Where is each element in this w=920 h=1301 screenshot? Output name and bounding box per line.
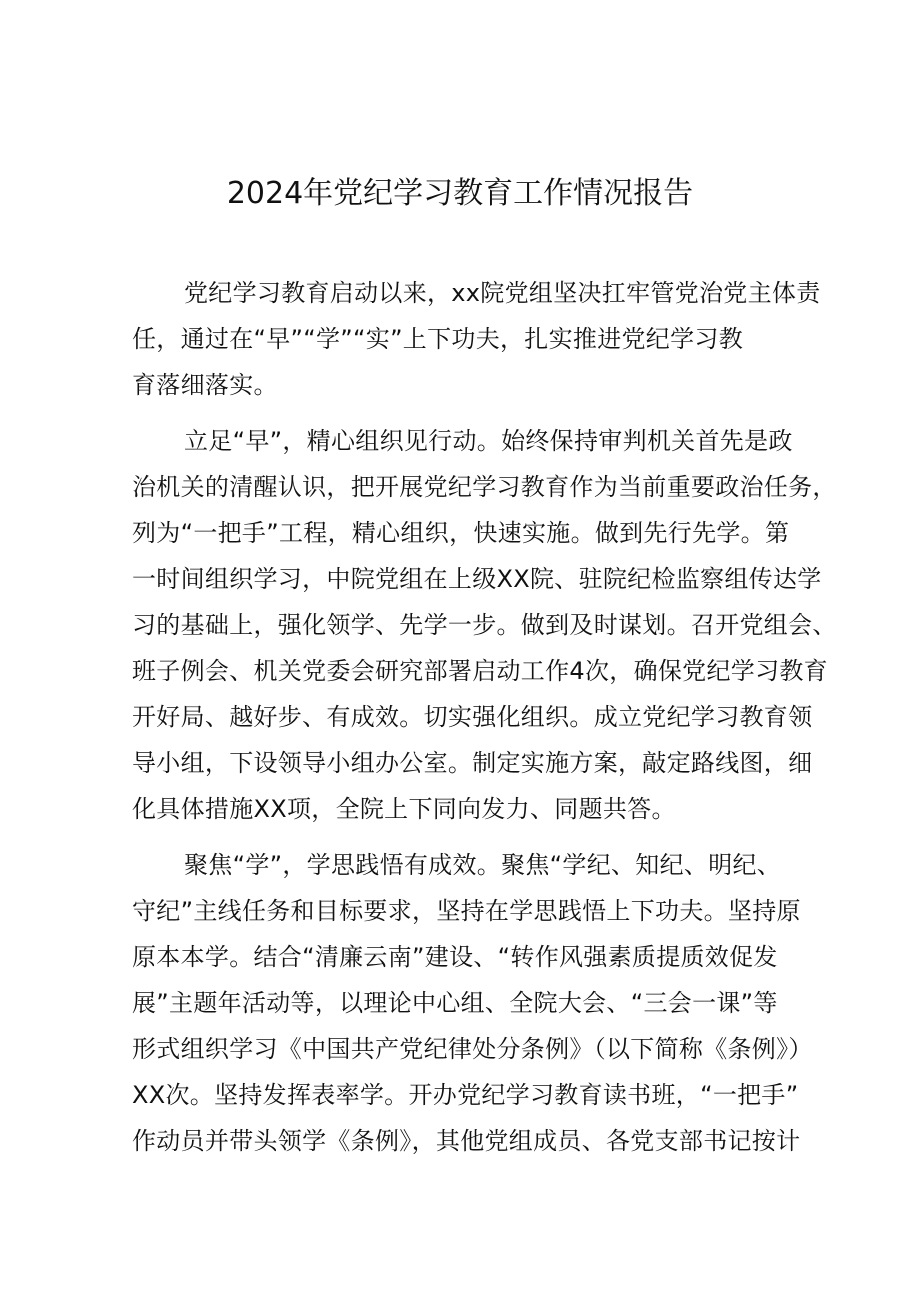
paragraph-early-organization bbox=[132, 418, 837, 832]
paragraph-line: 展”主题年活动等，以理论中心组、全院大会、“三会一课”等 bbox=[132, 989, 778, 1017]
paragraph-line: 聚焦“学”，学思践悟有成效。聚焦“学纪、知纪、明纪、 bbox=[184, 851, 782, 879]
paragraph-line: 育落细落实。 bbox=[132, 371, 278, 399]
paragraph-line: 形式组织学习《中国共产党纪律处分条例》（以下简称《条例》） bbox=[132, 1035, 813, 1063]
paragraph-line: 一时间组织学习，中院党组在上级XX院、驻院纪检监察组传达学 bbox=[132, 565, 822, 593]
paragraph-line: 导小组，下设领导小组办公室。制定实施方案，敲定路线图，细 bbox=[132, 749, 813, 777]
paragraph-line: XX次。坚持发挥表率学。开办党纪学习教育读书班，“一把手” bbox=[132, 1081, 799, 1109]
paragraph-line: 守纪”主线任务和目标要求，坚持在学思践悟上下功夫。坚持原 bbox=[132, 897, 801, 925]
paragraph-line: 任，通过在“早”“学”“实”上下功夫，扎实推进党纪学习教 bbox=[132, 325, 743, 353]
paragraph-line: 化具体措施XX项，全院上下同向发力、同题共答。 bbox=[132, 795, 676, 823]
document-body bbox=[132, 270, 837, 1164]
paragraph-line: 习的基础上，强化领学、先学一步。做到及时谋划。召开党组会、 bbox=[132, 611, 837, 639]
paragraph-line: 原本本学。结合“清廉云南”建设、“转作风强素质提质效促发 bbox=[132, 943, 778, 971]
document-title: 2024年党纪学习教育工作情况报告 bbox=[226, 176, 694, 211]
paragraph-line: 立足“早”，精心组织见行动。始终保持审判机关首先是政 bbox=[184, 427, 793, 455]
paragraph-study-focus bbox=[132, 842, 813, 1164]
paragraph-line: 开好局、越好步、有成效。切实强化组织。成立党纪学习教育领 bbox=[132, 703, 813, 731]
paragraph-line: 班子例会、机关党委会研究部署启动工作4次，确保党纪学习教育 bbox=[132, 657, 828, 685]
paragraph-line: 治机关的清醒认识，把开展党纪学习教育作为当前重要政治任务， bbox=[132, 473, 837, 501]
paragraph-line: 列为“一把手”工程，精心组织，快速实施。做到先行先学。第 bbox=[132, 519, 790, 547]
paragraph-intro bbox=[132, 270, 821, 408]
paragraph-line: 作动员并带头领学《条例》，其他党组成员、各党支部书记按计 bbox=[132, 1127, 801, 1155]
paragraph-line: 党纪学习教育启动以来，xx院党组坚决扛牢管党治党主体责 bbox=[184, 279, 821, 307]
